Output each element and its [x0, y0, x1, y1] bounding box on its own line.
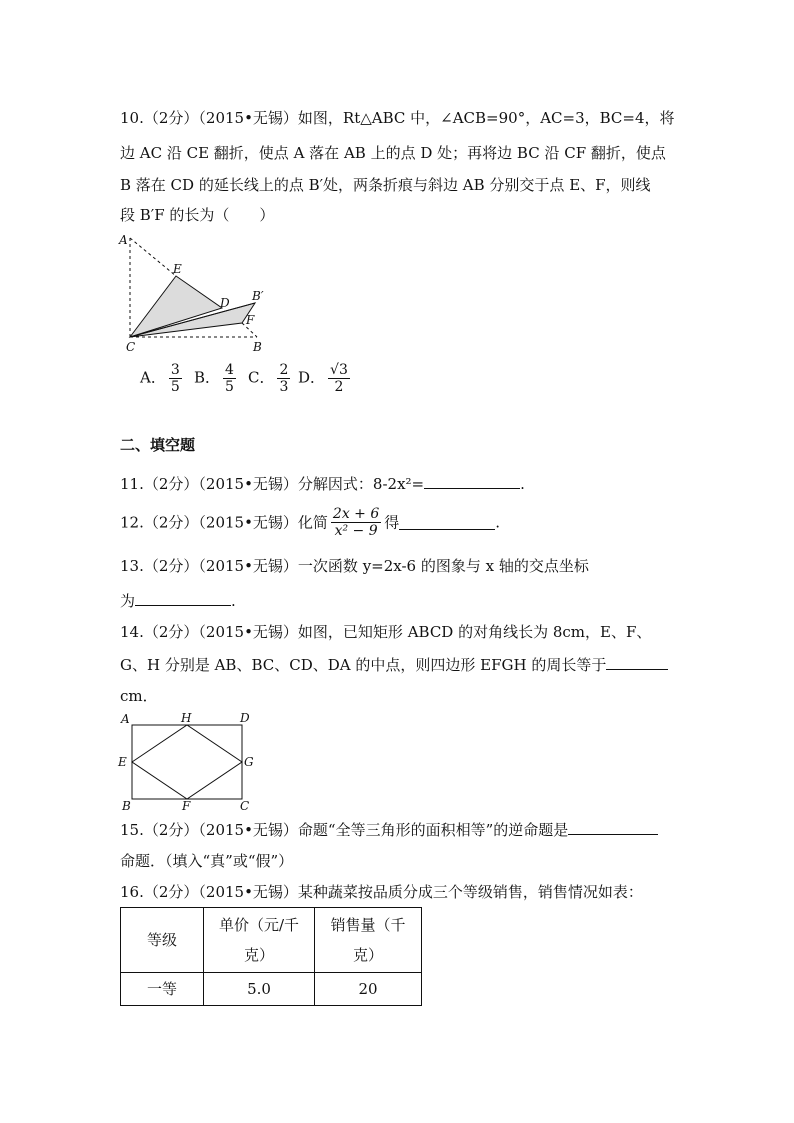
q15-line1-text: 15.（2分）（2015•无锡）命题“全等三角形的面积相等”的逆命题是: [120, 821, 569, 839]
q15-line1: [120, 820, 658, 840]
header-volume-line1: 销售量（千: [330, 916, 406, 934]
header-grade: 等级: [121, 908, 204, 973]
q10-line3: B 落在 CD 的延长线上的点 B′处，两条折痕与斜边 AB 分别交于点 E、F，则线: [120, 176, 651, 194]
q14-figure: [112, 708, 262, 812]
q12-end: .: [495, 513, 501, 532]
option-a[interactable]: [140, 362, 185, 395]
label-h: H: [181, 711, 192, 725]
option-d[interactable]: [298, 362, 353, 395]
q14-line3: cm．: [120, 687, 158, 705]
q13-line2-prefix: 为: [120, 592, 136, 610]
label-e: E: [118, 755, 127, 769]
q10-line2: 边 AC 沿 CE 翻折，使点 A 落在 AB 上的点 D 处；再将边 BC 沿 CF 翻折，使点: [120, 144, 666, 162]
q13-answer-blank[interactable]: [135, 591, 231, 606]
header-volume: [315, 908, 422, 973]
label-d: D: [240, 711, 250, 725]
option-b-letter: B．: [194, 368, 221, 387]
cell-grade: 一等: [121, 973, 204, 1006]
q11-answer-blank[interactable]: [424, 474, 520, 489]
q16-line1: 16.（2分）（2015•无锡）某种蔬菜按品质分成三个等级销售，销售情况如表：: [120, 883, 643, 901]
q10-figure: [112, 230, 282, 360]
option-b-fraction: $\frac{4}{5}$: [225, 362, 234, 395]
q13-end: .: [231, 592, 236, 610]
label-f: F: [246, 313, 255, 327]
rhombus-efgh: [132, 725, 242, 799]
q10-line4: 段 B′F 的长为（ ）: [120, 206, 275, 224]
option-c[interactable]: [248, 362, 293, 395]
q13-line2: [120, 591, 236, 611]
cell-price: 5.0: [204, 973, 315, 1006]
header-price-line1: 单价（元/千: [218, 916, 300, 934]
q14-line1: 14.（2分）（2015•无锡）如图，已知矩形 ABCD 的对角线长为 8cm，E、F、: [120, 623, 652, 641]
cell-volume: 20: [315, 973, 422, 1006]
q14-line2: [120, 655, 668, 675]
rectangle-abcd: [132, 725, 242, 799]
label-f: F: [182, 799, 191, 812]
header-volume-line2: 克）: [352, 946, 383, 964]
option-d-letter: D．: [298, 368, 326, 387]
q13-line1: 13.（2分）（2015•无锡）一次函数 y=2x-6 的图象与 x 轴的交点坐标: [120, 557, 589, 575]
label-c: C: [126, 340, 136, 354]
option-a-letter: A．: [140, 368, 166, 387]
label-e: E: [173, 262, 182, 276]
q15-answer-blank[interactable]: [568, 820, 658, 835]
q10-line1: 10.（2分）（2015•无锡）如图，Rt△ABC 中，∠ACB=90°，AC=3，BC=4，将: [120, 109, 675, 127]
label-a: A: [119, 233, 128, 247]
sales-table: [120, 907, 422, 1006]
label-b: B: [253, 340, 262, 354]
q12-answer-blank[interactable]: [399, 515, 495, 530]
label-c: C: [240, 799, 250, 812]
option-b[interactable]: [194, 362, 239, 395]
dashed-ae: [130, 238, 176, 276]
header-price-line2: 克）: [243, 946, 274, 964]
q11: [120, 474, 525, 494]
option-c-letter: C．: [248, 368, 275, 387]
label-d: D: [220, 296, 230, 310]
q14-line2-text: G、H 分别是 AB、BC、CD、DA 的中点，则四边形 EFGH 的周长等于: [120, 656, 607, 674]
label-b: B: [122, 799, 131, 812]
table-row: [121, 973, 422, 1006]
table-header-row: [121, 908, 422, 973]
header-price: [204, 908, 315, 973]
q11-end: .: [520, 475, 525, 493]
section-heading: 二、填空题: [120, 436, 196, 454]
q12-prefix: 12.（2分）（2015•无锡）化简: [120, 513, 328, 532]
q15-line2: 命题．（填入“真”或“假”）: [120, 852, 294, 870]
label-g: G: [244, 755, 254, 769]
q14-answer-blank[interactable]: [606, 655, 668, 670]
option-a-fraction: $\frac{3}{5}$: [170, 362, 180, 395]
q12-suffix: 得: [384, 513, 400, 532]
q12: [120, 506, 500, 539]
q11-text: 11.（2分）（2015•无锡）分解因式：8-2x²=: [120, 475, 425, 493]
q12-fraction: $\frac{2x + 6}{\text{x² − 9}}$: [332, 506, 380, 539]
label-bprime: B′: [252, 289, 264, 303]
option-d-fraction: $\frac{√3}{2}$: [330, 362, 348, 395]
label-a: A: [121, 712, 130, 726]
option-c-fraction: $\frac{2}{3}$: [279, 362, 289, 395]
